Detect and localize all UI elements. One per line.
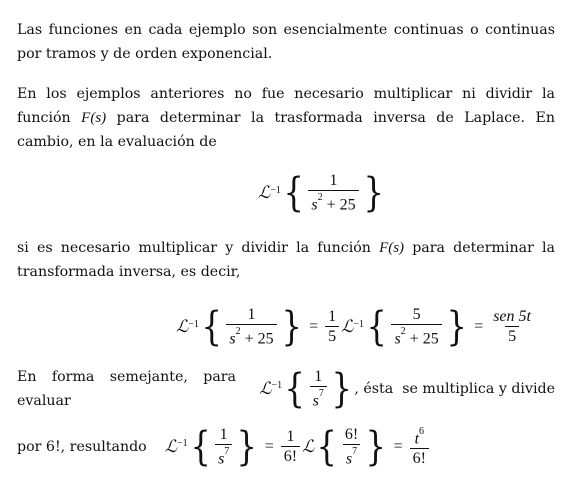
right-brace: } [236, 423, 258, 470]
paragraph-resulting [17, 422, 555, 472]
fraction-one-fifth: $\frac{1}{5}$ [325, 308, 339, 346]
equals-sign: = [393, 437, 403, 455]
laplace-symbol: ℒ [176, 317, 189, 337]
paragraph-multiply-divide [17, 236, 555, 284]
function-F-s: F(s) [81, 110, 107, 126]
fraction: $\frac{1}{s^7}$ [310, 368, 327, 410]
right-brace: } [331, 365, 352, 412]
laplace-symbol: ℒ [341, 317, 354, 337]
fraction: $\frac{5}{s^2 + 25}$ [391, 306, 441, 348]
laplace-symbol: ℒ [259, 378, 272, 398]
left-brace: { [366, 304, 387, 351]
numerator: 1 [329, 172, 338, 189]
left-brace: { [316, 423, 338, 470]
paragraph-multiply-text-start: si es necesario multiplicar y dividir la función [17, 240, 380, 256]
paragraph-examples-text-end: para determinar la trasformada inversa de Laplace. En cambio, en la evaluación de [17, 110, 555, 150]
equals-sign: = [309, 318, 319, 336]
right-brace: } [281, 304, 302, 351]
fraction: $\frac{1}{s^7}$ [215, 426, 232, 468]
denominator: $s^2 + 25$ [308, 190, 358, 214]
right-brace: } [363, 170, 384, 217]
paragraph-multiply-text-end: para determinar la transformada inversa, es decir, [17, 240, 555, 280]
fraction: $\frac{6!}{s^7}$ [344, 425, 359, 468]
laplace-symbol: ℒ [302, 436, 315, 456]
paragraph-examples-text-start: En los ejemplos anteriores no fue necesario multiplicar ni dividir la función [17, 86, 555, 126]
equals-sign: = [264, 437, 274, 455]
function-F-s: F(s) [379, 240, 405, 256]
inverse-exponent: −1 [188, 318, 199, 330]
laplace-symbol: ℒ [258, 183, 271, 203]
formula-inverse-laplace-1 [258, 170, 386, 217]
fraction: $\frac{1}{s^2 + 25}$ [226, 306, 276, 348]
right-brace: } [365, 423, 387, 470]
paragraph-similarly-text-start: En forma semejante, para evaluar [17, 369, 237, 409]
paragraph-intro: Las funciones en cada ejemplo son esencialmente continuas o continuas por tramos y de orden exponencial. [17, 22, 555, 62]
paragraph-similarly [17, 366, 555, 412]
left-brace: { [283, 170, 304, 217]
fraction-one-over-6fact: $\frac{1}{6!}$ [281, 428, 300, 466]
left-brace: { [201, 304, 222, 351]
paragraph-resulting-text: por 6!, resultando [17, 439, 147, 455]
formula-inverse-laplace-2 [176, 304, 536, 351]
left-brace: { [190, 423, 211, 470]
left-brace: { [284, 365, 306, 412]
laplace-symbol: ℒ [164, 436, 177, 456]
right-brace: } [446, 304, 467, 351]
fraction [308, 172, 358, 214]
fraction-result-sen5t: $\frac{\text{sen 5t}}{5}$ [493, 308, 531, 346]
inverse-exponent: −1 [270, 184, 281, 196]
paragraph-similarly-text-end: , ésta se multiplica y divide [354, 381, 555, 397]
formula-inline-s7: ℒ −1 { $\frac{1}{s^7}$ } [259, 365, 352, 412]
fraction-t6-over-6fact: $\frac{t^6}{6!}$ [410, 426, 429, 468]
inverse-exponent: −1 [353, 318, 364, 330]
paragraph-examples [17, 82, 555, 154]
equals-sign: = [474, 318, 484, 336]
formula-result-t6: ℒ −1 { $\frac{1}{s^7}$ } = $\frac{1}{6!}$ ℒ { $\frac{6!}{s^7}$ } = $\frac{t^6}{6!}$ [165, 426, 431, 468]
